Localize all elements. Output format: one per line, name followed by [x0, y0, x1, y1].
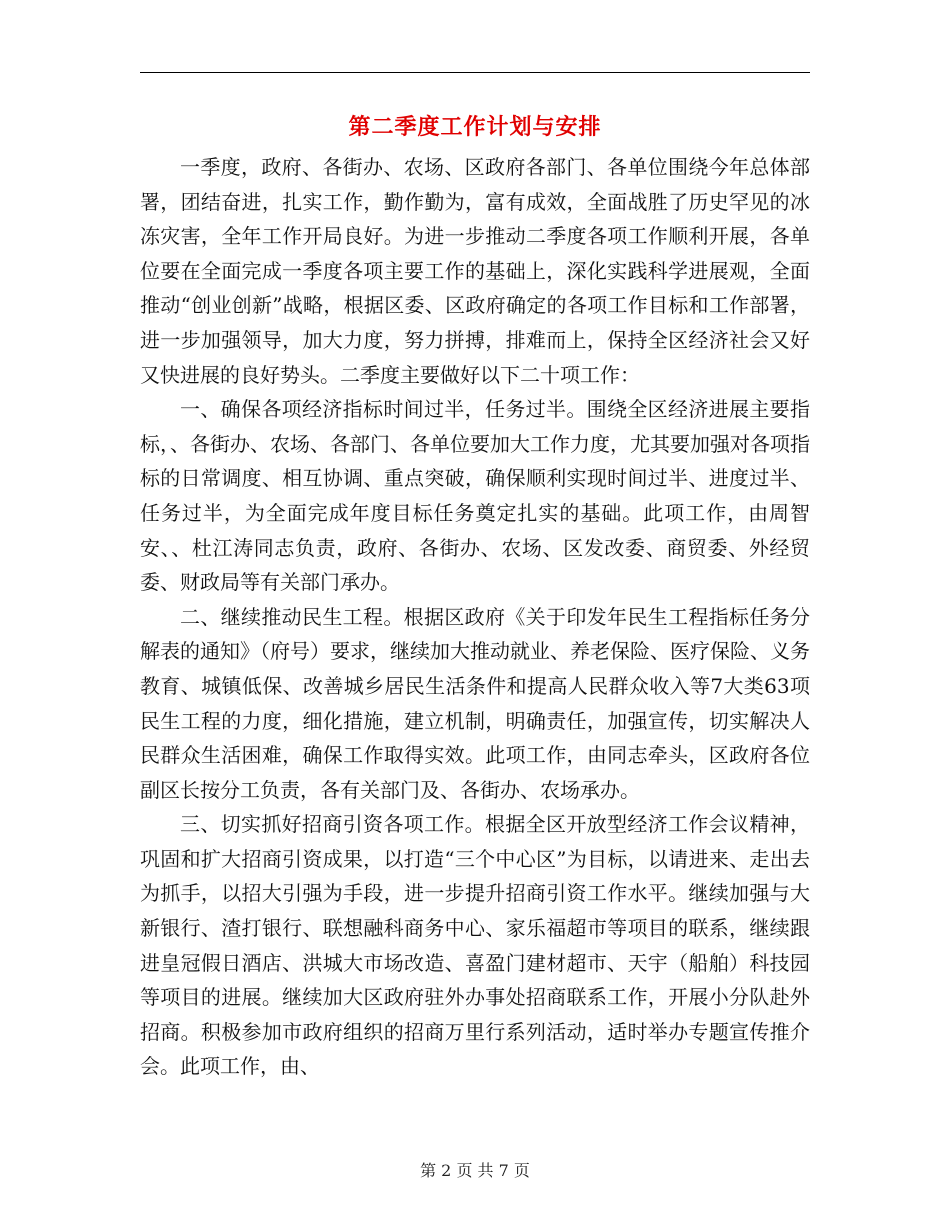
- document-body: [140, 150, 810, 1084]
- paragraph-item-1: 一、确保各项经济指标时间过半，任务过半。围绕全区经济进展主要指标，、各街办、农场、各部门、各单位要加大工作力度，尤其要加强对各项指标的日常调度、相互协调、重点突破，确保顺利实现时间过半、进度过半、任务过半，为全面完成年度目标任务奠定扎实的基础。此项工作，由周智安、、杜江涛同志负责，政府、各街办、农场、区发改委、商贸委、外经贸委、财政局等有关部门承办。: [140, 397, 810, 595]
- document-title: 第二季度工作计划与安排: [348, 114, 602, 140]
- page-number-footer: 第 2 页 共 7 页: [420, 1161, 530, 1180]
- paragraph-item-3: 三、切实抓好招商引资各项工作。根据全区开放型经济工作会议精神，巩固和扩大招商引资成果，以打造“三个中心区”为目标，以请进来、走出去为抓手，以招大引强为手段，进一步提升招商引资工作水平。继续加强与大新银行、渣打银行、联想融科商务中心、家乐福超市等项目的联系，继续跟进皇冠假日酒店、洪城大市场改造、喜盈门建材超市、天宇（船舶）科技园等项目的进展。继续加大区政府驻外办事处招商联系工作，开展小分队赴外招商。积极参加市政府组织的招商万里行系列活动，适时举办专题宣传推介会。此项工作，由、: [140, 812, 810, 1079]
- paragraph-intro: 一季度，政府、各街办、农场、区政府各部门、各单位围绕今年总体部署，团结奋进，扎实工作，勤作勤为，富有成效，全面战胜了历史罕见的冰冻灾害，全年工作开局良好。为进一步推动二季度各项工作顺利开展，各单位要在全面完成一季度各项主要工作的基础上，深化实践科学进展观，全面推动“创业创新”战略，根据区委、区政府确定的各项工作目标和工作部署，进一步加强领导，加大力度，努力拼搏，排难而上，保持全区经济社会又好又快进展的良好势头。二季度主要做好以下二十项工作：: [140, 155, 810, 387]
- paragraph-item-2: 二、继续推动民生工程。根据区政府《关于印发年民生工程指标任务分解表的通知》（府号）要求，继续加大推动就业、养老保险、医疗保险、义务教育、城镇低保、改善城乡居民生活条件和提高人民群众收入等7大类63项民生工程的力度，细化措施，建立机制，明确责任，加强宣传，切实解决人民群众生活困难，确保工作取得实效。此项工作，由同志牵头，区政府各位副区长按分工负责，各有关部门及、各街办、农场承办。: [140, 604, 810, 802]
- header-rule: [140, 72, 810, 73]
